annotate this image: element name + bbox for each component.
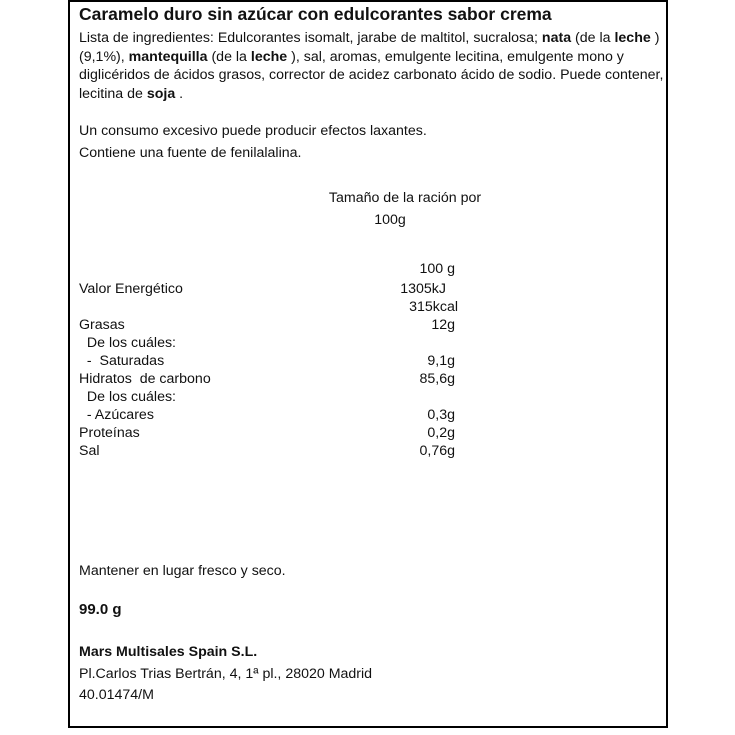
product-title: Caramelo duro sin azúcar con edulcorantes sabor crema: [79, 4, 552, 24]
nutrition-value-carbohydrates: 85,6g: [419, 371, 455, 387]
ingredients-text-2: ) (9,1%),: [79, 30, 660, 65]
nutrition-label-of-which-1: De los cuáles:: [79, 335, 176, 351]
nutrition-label-energy: Valor Energético: [79, 281, 183, 297]
nutrition-label-fat: Grasas: [79, 317, 125, 333]
nutrition-value-protein: 0,2g: [427, 425, 455, 441]
serving-header-line2: 100g: [374, 212, 406, 228]
nutrition-label-sugars: - Azúcares: [79, 407, 154, 423]
nutrition-value-sugars: 0,3g: [427, 407, 455, 423]
nutrition-value-salt: 0,76g: [419, 443, 455, 459]
storage-instructions: Mantener en lugar fresco y seco.: [79, 563, 286, 579]
company-name: Mars Multisales Spain S.L.: [79, 644, 258, 660]
net-weight: 99.0 g: [79, 601, 122, 618]
allergen-mantequilla: mantequilla: [128, 48, 208, 65]
nutrition-label-carbohydrates: Hidratos de carbono: [79, 371, 211, 387]
nutrition-value-energy-kcal: 315kcal: [409, 299, 458, 315]
serving-header-line1: Tamaño de la ración por: [328, 190, 482, 206]
nutrition-value-fat: 12g: [431, 317, 455, 333]
allergen-soja: soja: [146, 85, 176, 102]
product-info-frame: [68, 0, 668, 728]
nutrition-value-saturated: 9,1g: [427, 353, 455, 369]
nutrition-label-of-which-2: De los cuáles:: [79, 389, 176, 405]
company-address: Pl.Carlos Trias Bertrán, 4, 1ª pl., 28020 Madrid: [79, 666, 373, 682]
nutrition-value-energy-kj: 1305kJ: [400, 281, 446, 297]
ingredients-list: [79, 29, 669, 103]
nutrition-label-protein: Proteínas: [79, 425, 140, 441]
ingredients-text-5: .: [175, 85, 184, 102]
allergen-leche-1: leche: [614, 30, 651, 46]
allergen-nata: nata: [541, 30, 572, 46]
ingredients-text-1: (de la: [571, 30, 615, 46]
nutrition-label-salt: Sal: [79, 443, 100, 459]
column-header: 100 g: [419, 261, 455, 277]
warning-laxative: Un consumo excesivo puede producir efectos laxantes.: [79, 123, 427, 139]
ingredients-prefix: Lista de ingredientes: Edulcorantes isomalt, jarabe de maltitol, sucralosa;: [79, 30, 542, 46]
warning-phenylalanine: Contiene una fuente de fenilalalina.: [79, 145, 302, 161]
ingredients-text-3: (de la: [207, 48, 251, 65]
ingredients-text-4: ), sal, aromas, emulgente lecitina, emulgente mono y diglicéridos de ácidos grasos, corrector de acidez carbonato ácido de sodio. Puede contener, lecitina de: [79, 48, 664, 102]
allergen-leche-2: leche: [250, 48, 288, 65]
nutrition-label-saturated: - Saturadas: [79, 353, 165, 369]
company-registry: 40.01474/M: [79, 687, 154, 703]
